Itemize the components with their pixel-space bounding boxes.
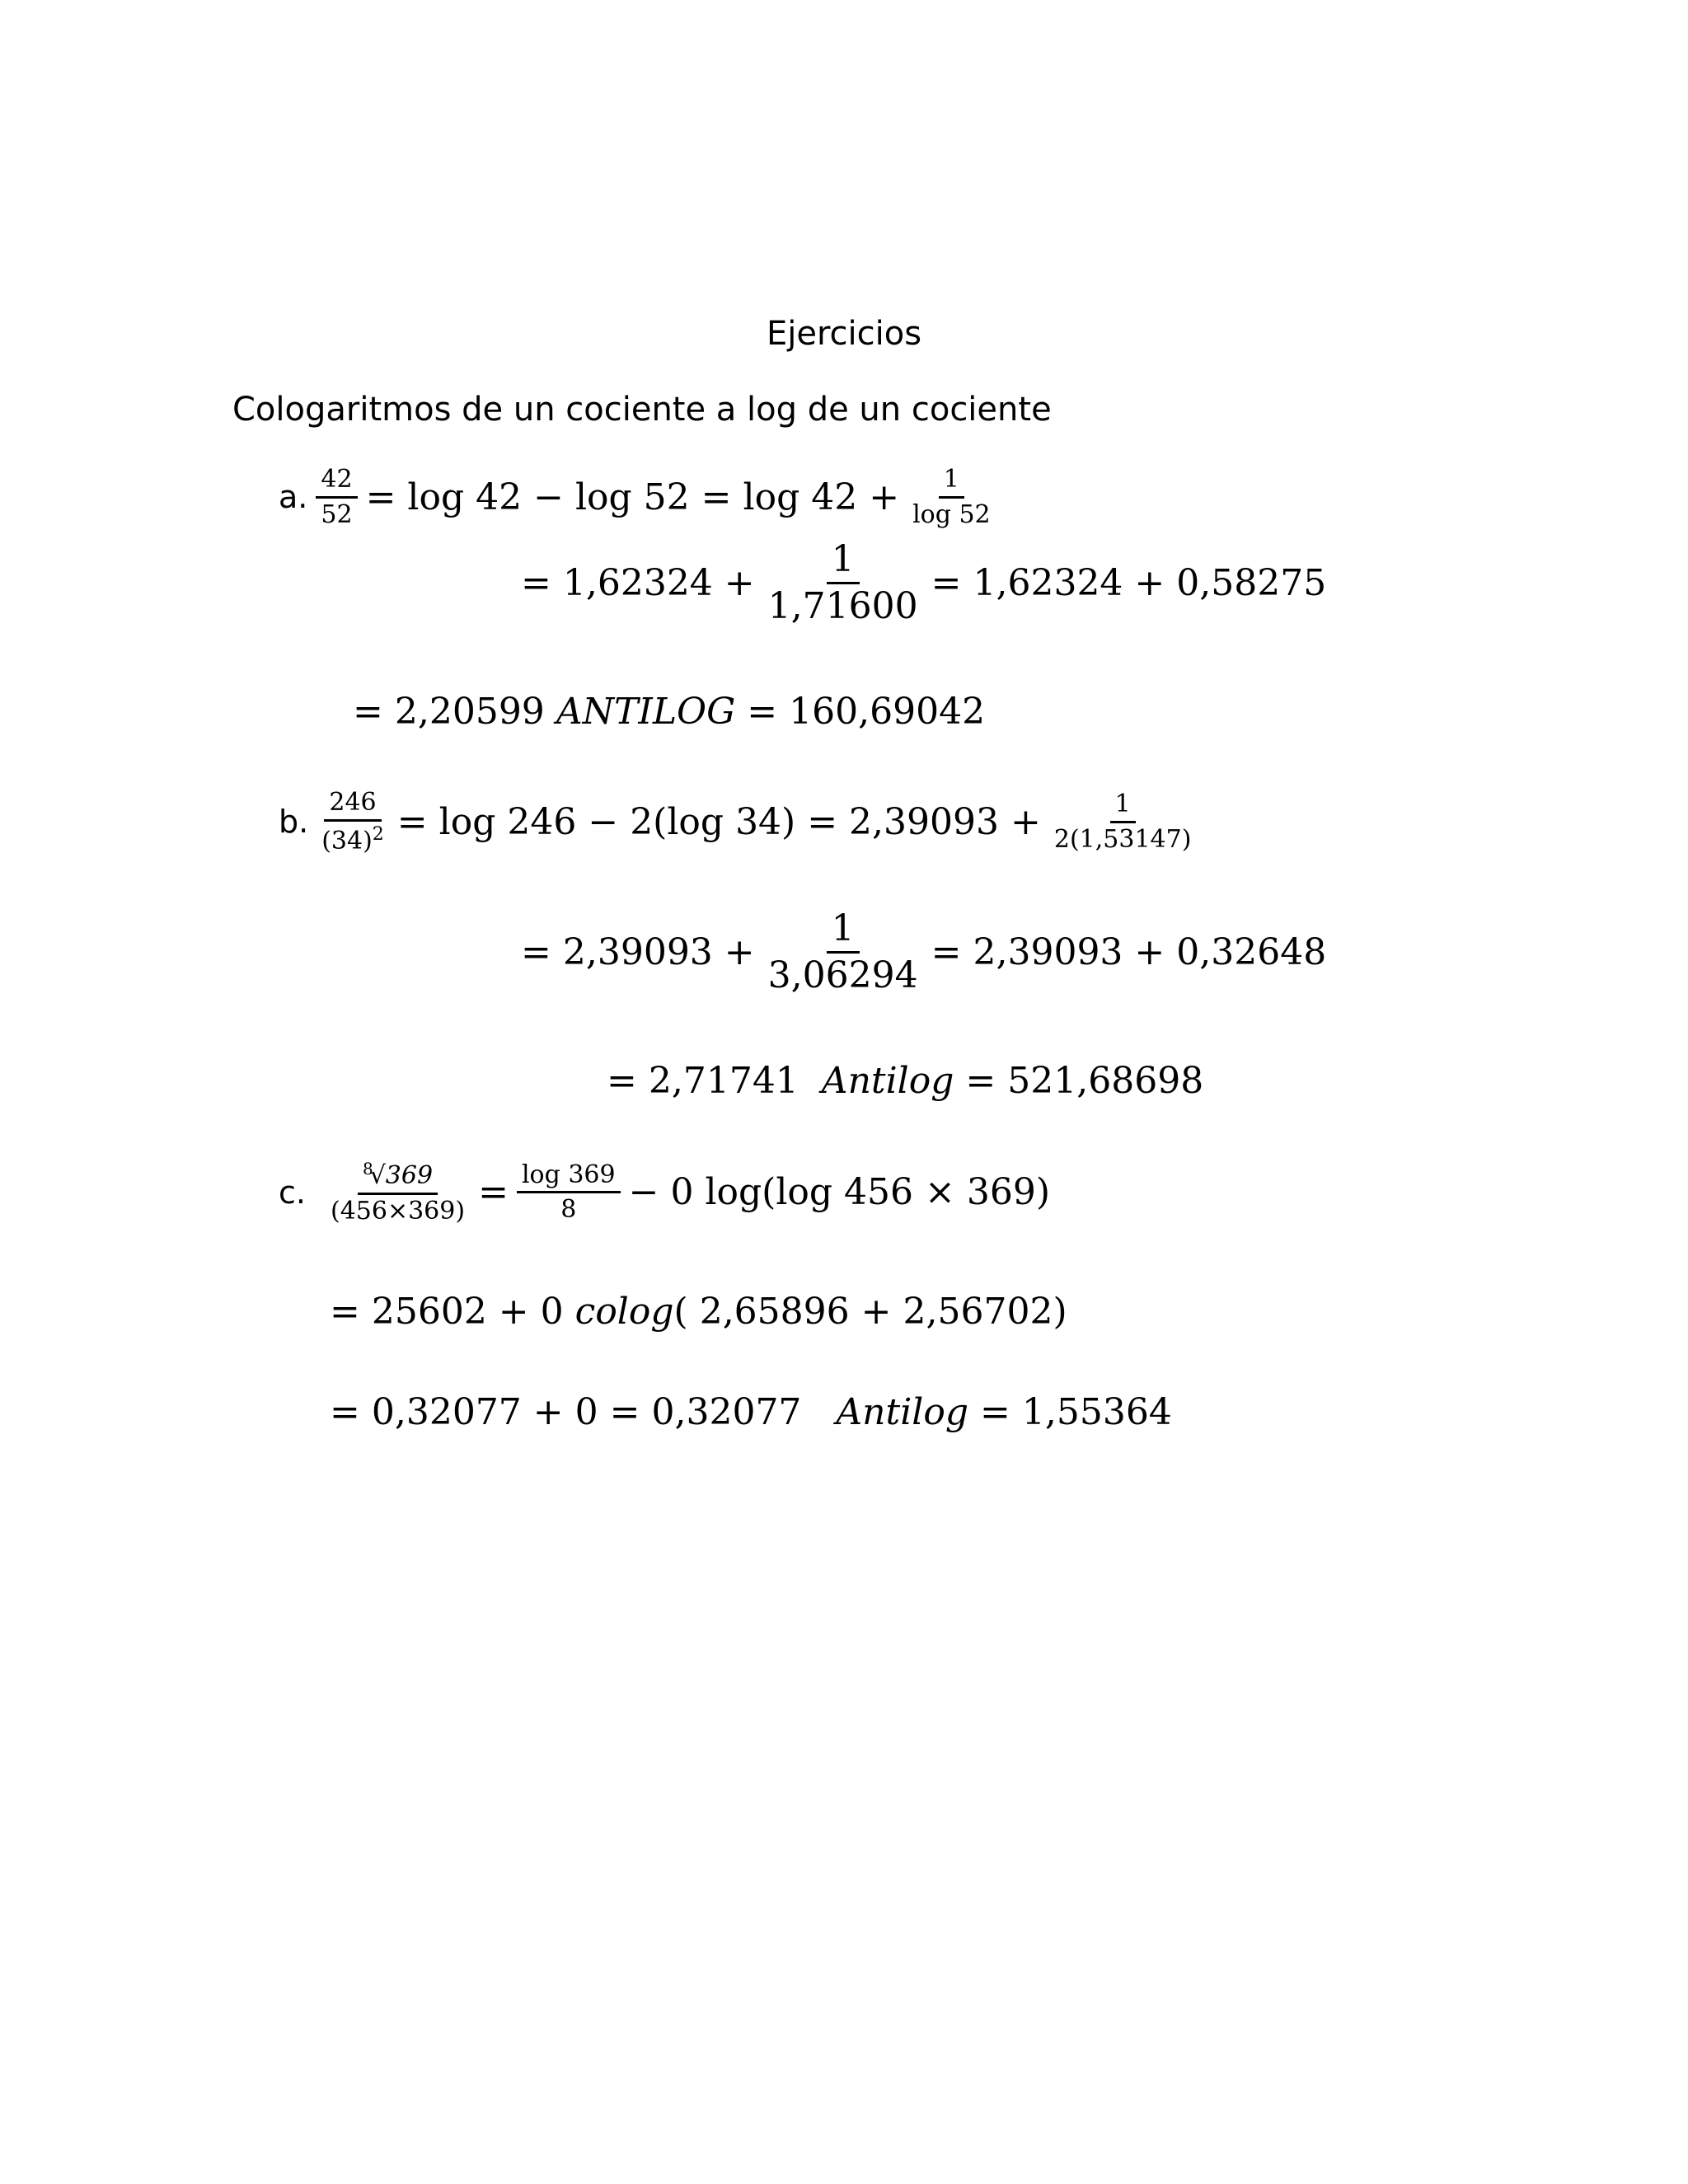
exercise-c-line-1 bbox=[279, 1160, 1050, 1224]
equation-text: = 25602 + 0 bbox=[330, 1291, 564, 1333]
exercise-c-label: c. bbox=[279, 1174, 306, 1211]
fraction-denominator: 8 bbox=[560, 1195, 577, 1224]
antilog-label: Antilog bbox=[836, 1391, 969, 1433]
exercise-c-fraction bbox=[326, 1160, 470, 1224]
fraction-denominator: 2(1,53147) bbox=[1053, 824, 1192, 854]
fraction-denominator: 52 bbox=[321, 499, 353, 529]
fraction-denominator: 1,71600 bbox=[767, 585, 918, 628]
fraction-denominator: log 52 bbox=[912, 499, 991, 529]
equation-text: = 1,55364 bbox=[980, 1391, 1172, 1433]
section-subtitle: Cologaritmos de un cociente a log de un cociente bbox=[232, 391, 1052, 429]
antilog-label: ANTILOG bbox=[556, 691, 736, 733]
root-index: 8 bbox=[362, 1159, 373, 1179]
equation-text: = 160,69042 bbox=[747, 691, 986, 733]
exercise-b-fraction bbox=[316, 790, 389, 854]
exercise-b-line-2 bbox=[521, 907, 1327, 997]
root-radicand: √369 bbox=[369, 1161, 434, 1190]
exercise-a-fraction bbox=[316, 466, 357, 527]
exercise-c-line-3 bbox=[330, 1391, 1172, 1433]
exercise-a-reciprocal-fraction bbox=[907, 466, 996, 527]
page-title: Ejercicios bbox=[766, 315, 922, 353]
exercise-a-line-3 bbox=[353, 691, 985, 733]
equation-text: = 0,32077 + 0 = 0,32077 bbox=[330, 1391, 802, 1433]
denominator-base: (34) bbox=[321, 826, 373, 855]
fraction-numerator: log 369 bbox=[517, 1162, 621, 1194]
exercise-a-label: a. bbox=[279, 479, 308, 515]
exercise-b-line-3 bbox=[607, 1060, 1203, 1102]
exercise-c-line-2 bbox=[330, 1291, 1067, 1333]
fraction-denominator: (456×369) bbox=[330, 1196, 466, 1226]
equation-text: = 1,62324 + 0,58275 bbox=[931, 562, 1327, 605]
antilog-label: Antilog bbox=[821, 1060, 954, 1102]
exercise-a-line-1 bbox=[279, 466, 1004, 527]
fraction-numerator bbox=[358, 1160, 438, 1195]
colog-label: colog bbox=[574, 1291, 674, 1333]
equation-text: = 1,62324 + bbox=[521, 562, 755, 605]
fraction-numerator: 42 bbox=[316, 466, 357, 499]
equals-sign: = bbox=[478, 1171, 509, 1213]
exercise-b-label: b. bbox=[279, 804, 309, 840]
fraction-numerator: 246 bbox=[324, 790, 381, 822]
equation-text: = 2,39093 + bbox=[521, 931, 755, 974]
exercise-a-line-2 bbox=[521, 538, 1327, 628]
exercise-b-line-1 bbox=[279, 790, 1204, 854]
equation-text: ( 2,65896 + 2,56702) bbox=[673, 1291, 1067, 1333]
fraction-numerator: 1 bbox=[939, 466, 964, 499]
equation-text: − 0 log(log 456 × 369) bbox=[628, 1171, 1051, 1213]
exercise-b-reciprocal-fraction bbox=[1049, 791, 1197, 852]
equation-text: = 521,68698 bbox=[965, 1060, 1204, 1102]
fraction-denominator: 3,06294 bbox=[767, 954, 918, 997]
fraction-numerator: 1 bbox=[1110, 791, 1136, 823]
fraction-numerator: 1 bbox=[827, 541, 860, 584]
equation-text: = log 42 − log 52 = log 42 + bbox=[365, 476, 900, 518]
equation-text: = 2,39093 + 0,32648 bbox=[931, 931, 1327, 974]
equation-text: = log 246 − 2(log 34) = 2,39093 + bbox=[396, 800, 1041, 843]
fraction-denominator bbox=[316, 822, 389, 855]
fraction-numerator: 1 bbox=[827, 910, 860, 954]
exercise-c-log-fraction bbox=[517, 1162, 621, 1223]
denominator-exponent: 2 bbox=[372, 823, 384, 845]
exercise-a-line-2-fraction bbox=[763, 538, 923, 628]
exercise-b-line-2-fraction bbox=[763, 907, 923, 997]
equation-text: = 2,20599 bbox=[353, 691, 545, 733]
equation-text: = 2,71741 bbox=[607, 1060, 799, 1102]
